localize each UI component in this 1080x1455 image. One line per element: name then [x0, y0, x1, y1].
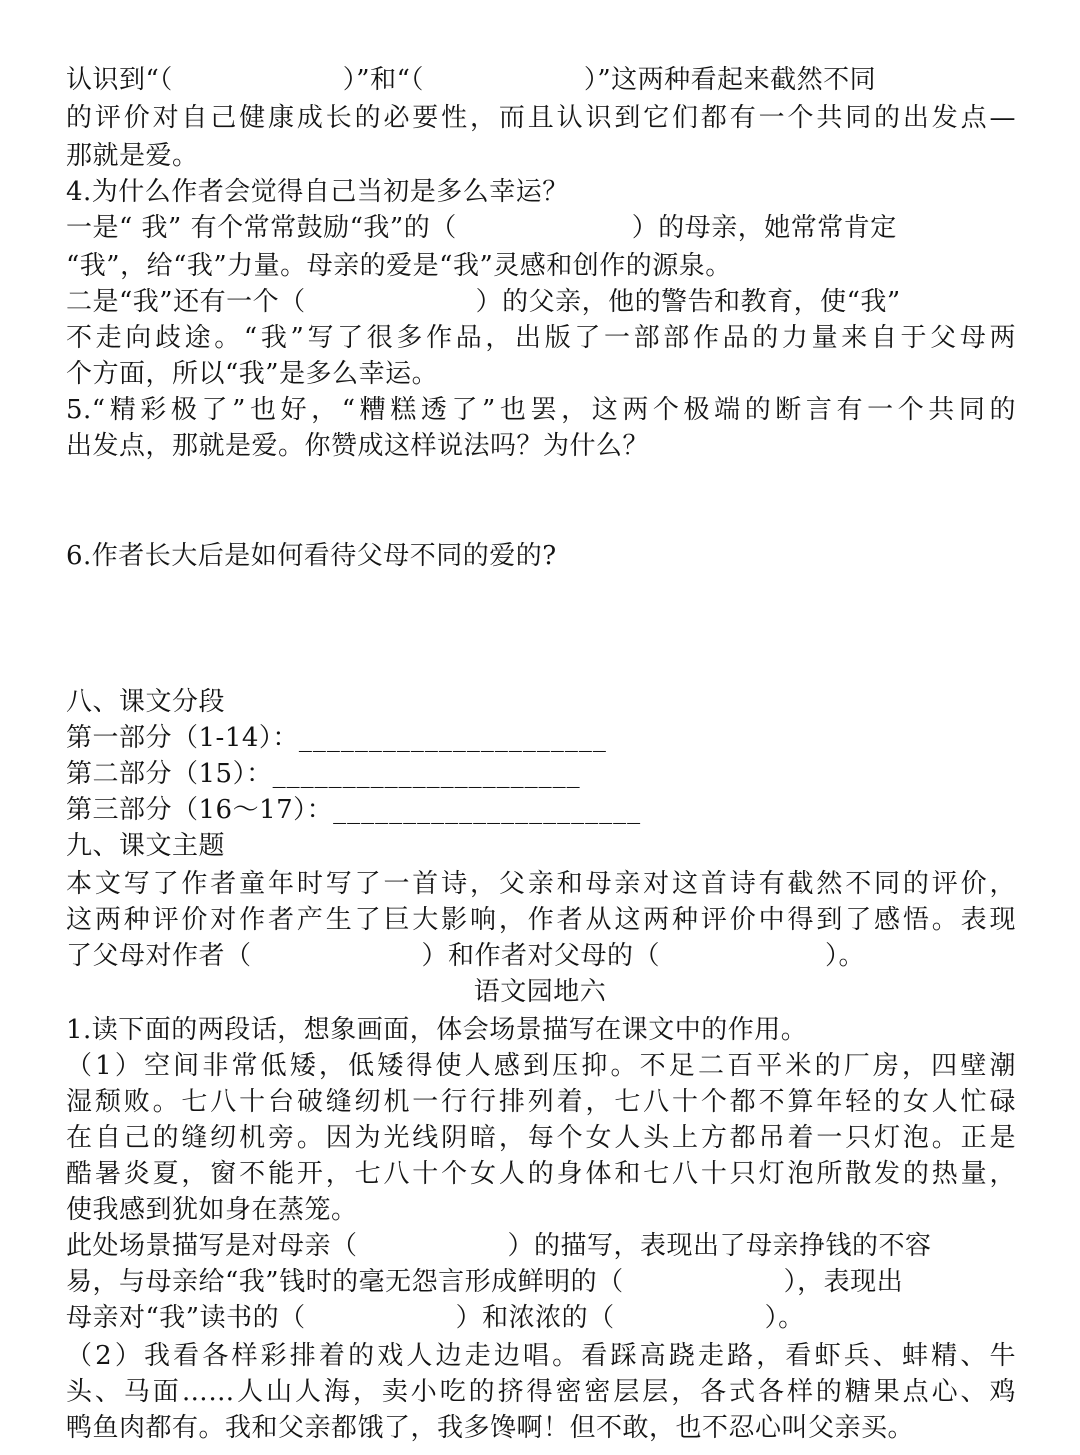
passage-2-line-2: 头、马面……人山人海，卖小吃的挤得密密层层，各式各样的糖果点心、鸡	[66, 1377, 1016, 1407]
section-heading-9: 九、课文主题	[66, 831, 226, 861]
passage-1-line-4: 酷暑炎夏，窗不能开，七八十个女人的身体和七八十只灯泡所散发的热量，	[66, 1159, 1016, 1189]
text-fragment: ）。	[825, 941, 866, 971]
answer-line-2	[66, 1264, 1016, 1300]
question-5-line-2: 出发点，那就是爱。你赞成这样说法吗？为什么？	[66, 431, 650, 461]
part-2-line	[66, 756, 1016, 792]
text-fragment: ）和浓浓的（	[455, 1303, 615, 1333]
answer-line-1	[66, 1228, 1016, 1264]
passage-1-line-3: 在自己的缝纫机旁。因为光线阴暗，每个女人头上方都吊着一只灯泡。正是	[66, 1123, 1016, 1153]
theme-line-1: 本文写了作者童年时写了一首诗，父亲和母亲对这首诗有截然不同的评价，	[66, 869, 1016, 899]
question-6: 6.作者长大后是如何看待父母不同的爱的?	[66, 541, 557, 571]
theme-line-3	[66, 938, 1016, 974]
text-fragment: 易，与母亲给“我”钱时的毫无怨言形成鲜明的（	[66, 1267, 624, 1297]
part-label: 第三部分（16～17）：	[66, 795, 334, 825]
text-fragment: ）。	[764, 1303, 805, 1333]
text-fragment: 此处场景描写是对母亲（	[66, 1231, 358, 1261]
text-fragment: 认识到“（	[66, 65, 173, 95]
part-1-line	[66, 720, 1016, 756]
text-line-7	[66, 284, 1016, 320]
text-fragment: 了父母对作者（	[66, 941, 252, 971]
passage-1-line-5: 使我感到犹如身在蒸笼。	[66, 1195, 358, 1225]
text-fragment: ）的描写，表现出了母亲挣钱的不容	[507, 1231, 932, 1261]
answer-blank-line: ______________________	[298, 723, 607, 753]
section-title: 语文园地六	[473, 977, 607, 1007]
theme-line-2: 这两种评价对作者产生了巨大影响，作者从这两种评价中得到了感悟。表现	[66, 905, 1016, 935]
text-line-3: 那就是爱。	[66, 141, 199, 171]
text-fragment: 一是“ 我” 有个常常鼓励“我”的（	[66, 213, 457, 243]
text-fragment: ），表现出	[783, 1267, 904, 1297]
text-line-9: 个方面，所以“我”是多么幸运。	[66, 359, 439, 389]
question-4: 4.为什么作者会觉得自己当初是多么幸运？	[66, 177, 569, 207]
part-label: 第二部分（15）：	[66, 759, 273, 789]
text-line-2: 的评价对自己健康成长的必要性，而且认识到它们都有一个共同的出发点—	[66, 103, 1016, 133]
exercise-1: 1.读下面的两段话，想象画面，体会场景描写在课文中的作用。	[66, 1015, 808, 1045]
text-line-1	[66, 62, 1016, 98]
answer-blank-line: ______________________	[333, 795, 642, 825]
text-fragment: ）的母亲，她常常肯定	[631, 213, 897, 243]
text-fragment: ）”和“（	[342, 65, 424, 95]
passage-2-line-3: 鸭鱼肉都有。我和父亲都饿了，我多馋啊！但不敢，也不忍心叫父亲买。	[66, 1413, 915, 1443]
part-label: 第一部分（1-14）：	[66, 723, 299, 753]
answer-blank-line: ______________________	[272, 759, 581, 789]
answer-line-3	[66, 1300, 1016, 1336]
passage-2-line-1: （2）我看各样彩排着的戏人边走边唱。看踩高跷走路，看虾兵、蚌精、牛	[66, 1341, 1016, 1371]
text-fragment: 二是“我”还有一个（	[66, 287, 306, 317]
part-3-line	[66, 792, 1016, 828]
text-fragment: ）的父亲，他的警告和教育，使“我”	[475, 287, 901, 317]
text-line-6: “我”，给“我”力量。母亲的爱是“我”灵感和创作的源泉。	[66, 251, 732, 281]
text-line-8: 不走向歧途。“我”写了很多作品，出版了一部部作品的力量来自于父母两	[66, 323, 1016, 353]
text-fragment: ）”这两种看起来截然不同	[583, 65, 877, 95]
text-line-5	[66, 210, 1016, 246]
text-fragment: ）和作者对父母的（	[421, 941, 661, 971]
passage-1-line-1: （1）空间非常低矮，低矮得使人感到压抑。不足二百平米的厂房，四壁潮	[66, 1051, 1016, 1081]
section-heading-8: 八、课文分段	[66, 687, 226, 717]
question-5-line-1: 5.“精彩极了”也好，“糟糕透了”也罢，这两个极端的断言有一个共同的	[66, 395, 1016, 425]
passage-1-line-2: 湿颓败。七八十台破缝纫机一行行排列着，七八十个都不算年轻的女人忙碌	[66, 1087, 1016, 1117]
text-fragment: 母亲对“我”读书的（	[66, 1303, 306, 1333]
